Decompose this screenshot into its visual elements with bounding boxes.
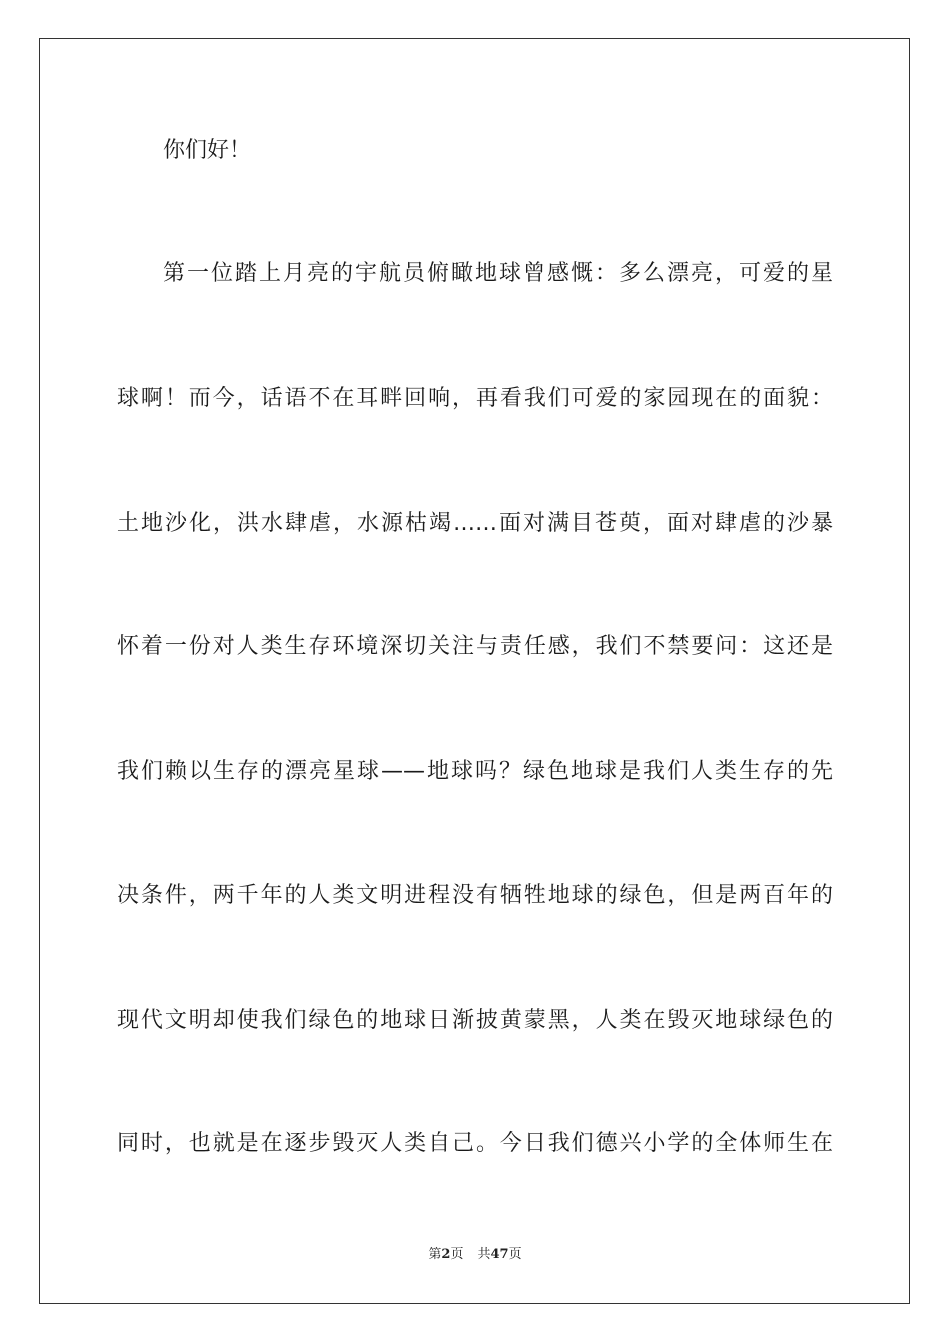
body-line-8: 同时，也就是在逐步毁灭人类自己。今日我们德兴小学的全体师生在 — [117, 1131, 833, 1156]
body-line-6: 决条件，两千年的人类文明进程没有牺牲地球的绿色，但是两百年的 — [117, 883, 833, 908]
page-suffix: 页 — [450, 1247, 464, 1262]
total-prefix: 共 — [477, 1247, 491, 1262]
body-line-5: 我们赖以生存的漂亮星球——地球吗？绿色地球是我们人类生存的先 — [117, 759, 833, 784]
body-line-2: 球啊！而今，话语不在耳畔回响，再看我们可爱的家园现在的面貌： — [117, 386, 833, 411]
body-line-1: 第一位踏上月亮的宇航员俯瞰地球曾感慨：多么漂亮，可爱的星 — [163, 261, 833, 286]
page-number: 2 — [441, 1247, 451, 1262]
page-prefix: 第 — [428, 1247, 442, 1262]
greeting-line: 你们好！ — [163, 138, 252, 163]
page-footer — [0, 1246, 950, 1264]
body-line-7: 现代文明却使我们绿色的地球日渐披黄蒙黑，人类在毁灭地球绿色的 — [117, 1008, 833, 1033]
body-line-3: 土地沙化，洪水肆虐，水源枯竭……面对满目苍萸，面对肆虐的沙暴 — [117, 511, 833, 536]
page-frame — [39, 38, 910, 1304]
body-line-4: 怀着一份对人类生存环境深切关注与责任感，我们不禁要问：这还是 — [117, 634, 833, 659]
total-suffix: 页 — [508, 1247, 522, 1262]
total-pages: 47 — [490, 1247, 509, 1262]
